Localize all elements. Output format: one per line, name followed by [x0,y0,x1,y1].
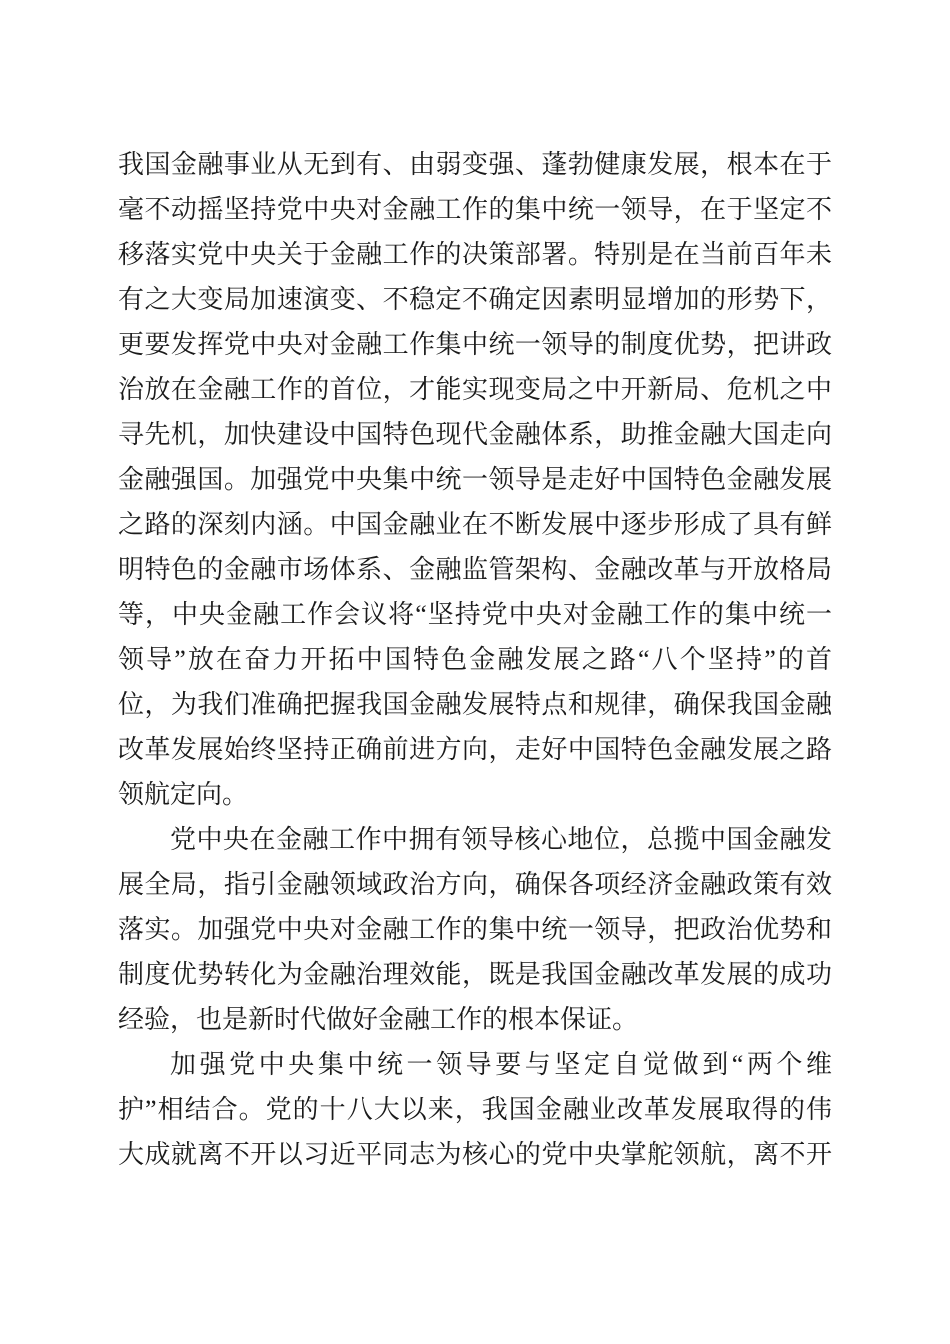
text-line: 寻先机，加快建设中国特色现代金融体系，助推金融大国走向 [118,420,832,449]
text-line: 护”相结合。党的十八大以来，我国金融业改革发展取得的伟 [118,1095,832,1124]
paragraph [118,142,832,817]
text-line: 之路的深刻内涵。中国金融业在不断发展中逐步形成了具有鲜 [118,510,832,539]
text-line: 金融强国。加强党中央集中统一领导是走好中国特色金融发展 [118,465,832,494]
text-line: 等，中央金融工作会议将“坚持党中央对金融工作的集中统一 [118,600,832,629]
text-line: 更要发挥党中央对金融工作集中统一领导的制度优势，把讲政 [118,330,832,359]
text-line: 经验，也是新时代做好金融工作的根本保证。 [118,1005,639,1034]
text-line: 治放在金融工作的首位，才能实现变局之中开新局、危机之中 [118,375,832,404]
text-line: 加强党中央集中统一领导要与坚定自觉做到“两个维 [170,1050,832,1079]
document-body [118,142,832,1177]
text-line: 有之大变局加速演变、不稳定不确定因素明显增加的形势下， [118,285,832,314]
paragraph [118,817,832,1042]
text-line: 改革发展始终坚持正确前进方向，走好中国特色金融发展之路 [118,735,832,764]
paragraph [118,1042,832,1177]
text-line: 位，为我们准确把握我国金融发展特点和规律，确保我国金融 [118,690,832,719]
text-line: 我国金融事业从无到有、由弱变强、蓬勃健康发展，根本在于 [118,150,832,179]
text-line: 毫不动摇坚持党中央对金融工作的集中统一领导，在于坚定不 [118,195,832,224]
text-line: 领航定向。 [118,780,249,809]
text-line: 大成就离不开以习近平同志为核心的党中央掌舵领航，离不开 [118,1140,832,1169]
text-line: 落实。加强党中央对金融工作的集中统一领导，把政治优势和 [118,915,832,944]
text-line: 明特色的金融市场体系、金融监管架构、金融改革与开放格局 [118,555,832,584]
text-line: 制度优势转化为金融治理效能，既是我国金融改革发展的成功 [118,960,832,989]
text-line: 党中央在金融工作中拥有领导核心地位，总揽中国金融发 [170,825,832,854]
text-line: 移落实党中央关于金融工作的决策部署。特别是在当前百年未 [118,240,832,269]
text-line: 领导”放在奋力开拓中国特色金融发展之路“八个坚持”的首 [118,645,832,674]
text-line: 展全局，指引金融领域政治方向，确保各项经济金融政策有效 [118,870,832,899]
